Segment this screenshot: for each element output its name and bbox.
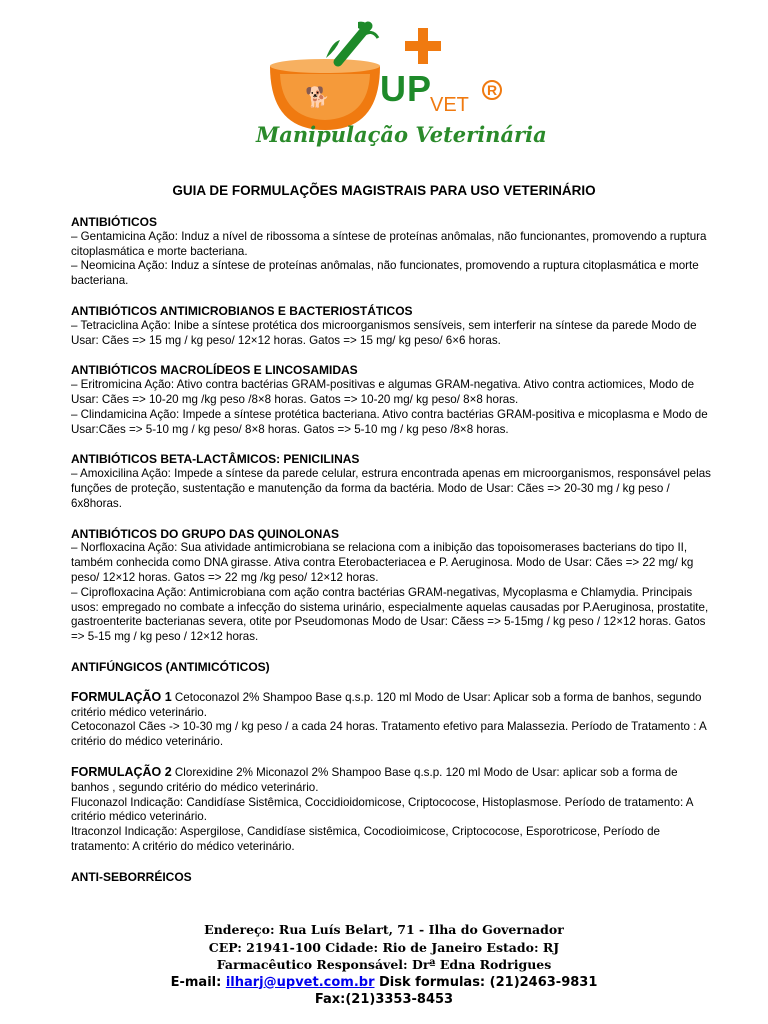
brand-up: UP [380,68,433,109]
formula-block [71,690,711,750]
section-paragraph: – Amoxicilina Ação: Impede a síntese da parede celular, estrura encontrada apenas em microorganismos, responsável pelas funções de proteção, sustentação e manutenção da forma da bactéria. Modo de Usar: Cães => 20-30 mg / kg peso / 6x8horas. [71,467,711,510]
email-link[interactable]: ilharj@upvet.com.br [225,974,375,990]
formula-label: FORMULAÇÃO 1 [71,689,172,704]
formula-label: FORMULAÇÃO 2 [71,764,172,779]
document-title: GUIA DE FORMULAÇÕES MAGISTRAIS PARA USO VETERINÁRIO [172,183,596,198]
section [71,304,711,348]
footer-address: Endereço: Rua Luís Belart, 71 - Ilha do Governador [204,922,564,937]
footer-fax: Fax:(21)3353-8453 [314,992,454,1007]
footer-cep: CEP: 21941-100 Cidade: Rio de Janeiro Estado: RJ [208,939,560,955]
footer [0,921,768,1009]
section-title: ANTIBIÓTICOS MACROLÍDEOS E LINCOSAMIDAS [71,363,358,378]
section [71,363,711,437]
document-body [71,215,711,884]
registered-mark: R [482,80,502,100]
formula-description: Clorexidine 2% Miconazol 2% Shampoo Base q.s.p. 120 ml Modo de Usar: aplicar sob a forma de banhos , segundo critério do médico veterinário. [71,765,678,794]
formula-block [71,765,711,855]
section [71,660,711,675]
section-title: ANTIFÚNGICOS (ANTIMICÓTICOS) [71,659,270,674]
section-title: ANTIBIÓTICOS BETA-LACTÂMICOS: PENICILINAS [71,452,360,467]
section-paragraph: – Eritromicina Ação: Ativo contra bactérias GRAM-positivas e algumas GRAM-negativa. Ativo contra actiomices, Modo de Usar: Cães => 10-20 mg /kg peso /8×8 horas. Gatos => 10-20 mg/ kg peso/ 8×8 horas. [71,378,695,406]
section-title: ANTIBIÓTICOS DO GRUPO DAS QUINOLONAS [71,526,340,541]
formula-paragraph: Cetoconazol Cães -> 10-30 mg / kg peso / a cada 24 horas. Tratamento efetivo para Malassezia. Período de Tratamento : A critério do médico veterinário. [71,720,707,749]
svg-text:🐕: 🐕 [305,85,330,109]
section-paragraph: – Ciprofloxacina Ação: Antimicrobiana com ação contra bactérias GRAM-negativas, Mycoplasma e Chlamydia. Principais usos: empregado no combate a infecção do sistema urinário, especialmente aquelas causadas por P.Aeruginosa, prostatite, gastroenterite bacterianas severa, otite por Pseudomonas Modo de Usar: Cãess => 5-15mg / kg peso / 12×12 horas. Gatos => 5-15 mg / kg peso / 12×12 horas. [71,585,709,644]
brand-vet: VET [430,94,469,116]
section-paragraph: – Norfloxacina Ação: Sua atividade antimicrobiana se relaciona com a inibição das topoisomerases bacterians do tipo II, também conhecida como DNA girasse. Ativa contra Eterobacteriacea e P. Aeruginosa. Modo de Usar: Cães => 22 mg/ kg peso/ 12×12 horas. Gatos => 22 mg /kg peso/ 12×12 horas. [71,541,694,584]
section [71,527,711,645]
formula-paragraph: Itraconzol Indicação: Aspergilose, Candidíase sistêmica, Cocodioimicose, Criptococose, Esporotricose, Período de tratamento: A critério do médico veterinário. [71,825,660,853]
footer-contact [0,974,768,992]
section [71,215,711,289]
formula-first-line [71,690,711,721]
brand-tagline: Manipulação Veterinária [256,122,547,147]
section-paragraph: – Gentamicina Ação: Induz a nível de ribossoma a síntese de proteínas anômalas, não funcionantes, promovendo a ruptura citoplasmática e morte bacteriana. [71,229,707,258]
formula-first-line [71,765,711,796]
formula-description: Cetoconazol 2% Shampoo Base q.s.p. 120 ml Modo de Usar: Aplicar sob a forma de banhos, segundo critério médico veterinário. [71,690,702,719]
footer-pharmacist: Farmacêutico Responsável: Drª Edna Rodrigues [216,957,552,972]
pestle-icon [338,26,368,62]
section-title: ANTIBIÓTICOS ANTIMICROBIANOS E BACTERIOSTÁTICOS [71,303,413,318]
section-title: ANTI-SEBORRÉICOS [71,869,192,884]
email-label: E-mail: [170,974,226,990]
section-title: ANTIBIÓTICOS [71,215,157,229]
section-paragraph: – Neomicina Ação: Induz a síntese de proteínas anômalas, não funcionates, promovendo a ruptura citoplasmática e morte bacteriana. [71,259,699,288]
section-paragraph: – Tetraciclina Ação: Inibe a síntese protética dos microorganismos sensíveis, sem interferir na síntese da parede Modo de Usar: Cães => 15 mg / kg peso/ 12×12 horas. Gatos => 15 mg/ kg peso/ 6×6 horas. [71,318,697,347]
section-paragraph: – Clindamicina Ação: Impede a síntese protética bacteriana. Ativo contra bactérias GRAM-positiva e micoplasma e Modo de Usar:Cães => 5-10 mg / kg peso/ 8×8 horas. Gatos => 5-10 mg / kg peso /8×8 horas. [71,407,708,436]
section [71,452,711,511]
disk-formulas: Disk formulas: (21)2463-9831 [374,974,598,990]
formula-paragraph: Fluconazol Indicação: Candidíase Sistêmica, Coccidioidomicose, Criptococose, Histoplasmose. Período de tratamento: A critério médico veterinário. [71,795,693,824]
